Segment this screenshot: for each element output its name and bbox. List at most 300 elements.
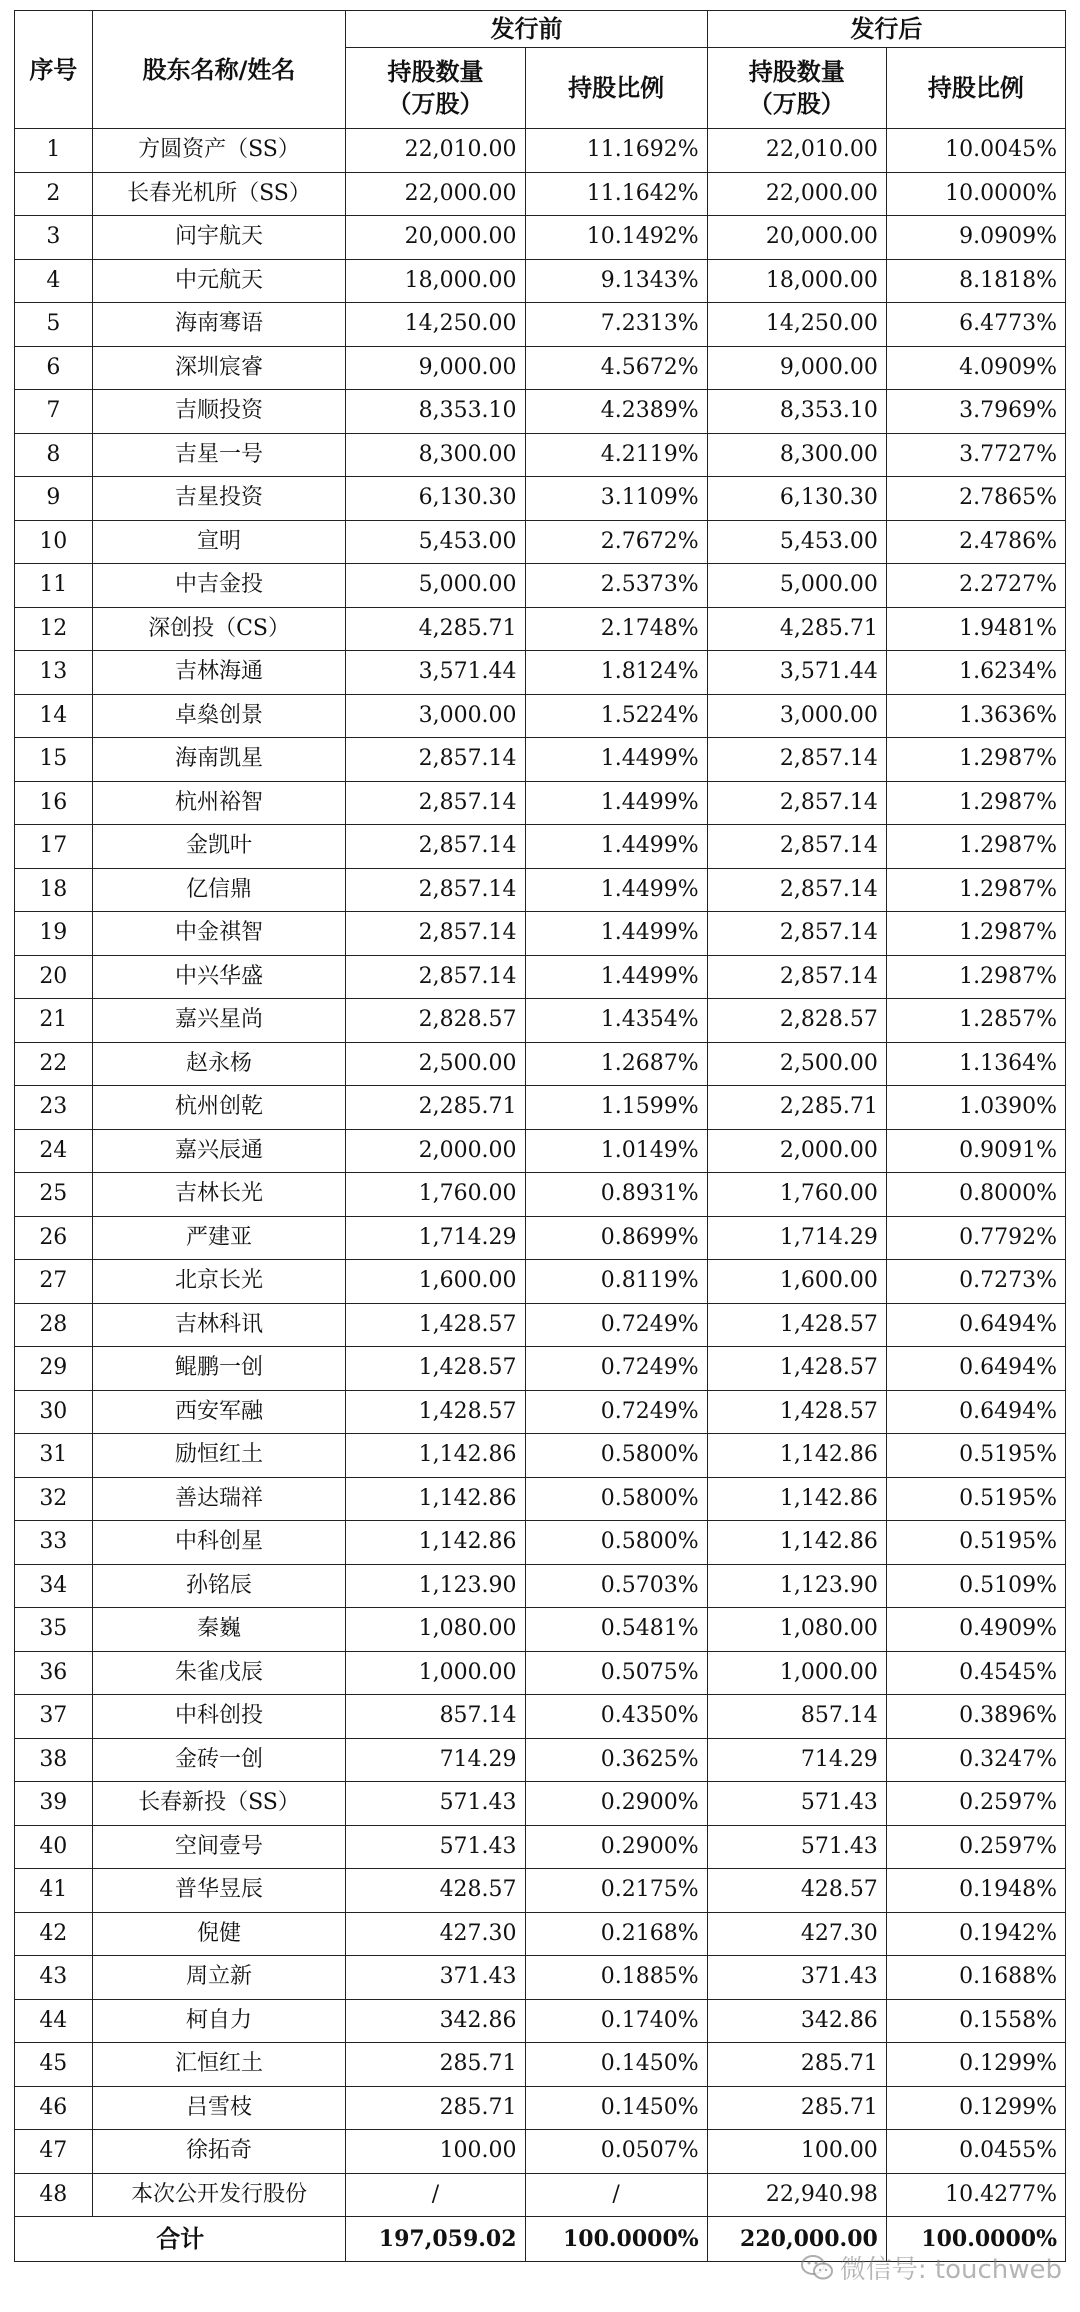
row-after-ratio: 0.6494% xyxy=(886,1390,1065,1434)
table-row xyxy=(15,868,1066,912)
row-name: 周立新 xyxy=(92,1956,346,2000)
row-after-ratio: 1.2987% xyxy=(886,738,1065,782)
row-after-ratio: 4.0909% xyxy=(886,346,1065,390)
row-seq: 39 xyxy=(15,1782,93,1826)
row-after-shares: 571.43 xyxy=(707,1782,886,1826)
row-before-shares: 1,080.00 xyxy=(346,1608,525,1652)
row-before-ratio: 4.2389% xyxy=(525,390,707,434)
row-seq: 47 xyxy=(15,2130,93,2174)
row-after-shares: 2,285.71 xyxy=(707,1086,886,1130)
row-before-shares: 1,142.86 xyxy=(346,1521,525,1565)
row-before-shares: 2,857.14 xyxy=(346,955,525,999)
table-row xyxy=(15,1738,1066,1782)
row-name: 中元航天 xyxy=(92,259,346,303)
row-name: 汇恒红土 xyxy=(92,2043,346,2087)
row-after-shares: 1,600.00 xyxy=(707,1260,886,1304)
row-before-shares: 8,353.10 xyxy=(346,390,525,434)
table-row xyxy=(15,1564,1066,1608)
row-before-shares: / xyxy=(346,2173,525,2217)
table-row xyxy=(15,1086,1066,1130)
row-name: 善达瑞祥 xyxy=(92,1477,346,1521)
row-seq: 36 xyxy=(15,1651,93,1695)
row-after-shares: 2,857.14 xyxy=(707,825,886,869)
row-name: 严建亚 xyxy=(92,1216,346,1260)
row-after-ratio: 10.0045% xyxy=(886,129,1065,173)
row-after-shares: 4,285.71 xyxy=(707,607,886,651)
row-after-shares: 22,940.98 xyxy=(707,2173,886,2217)
row-after-ratio: 0.1558% xyxy=(886,1999,1065,2043)
table-row xyxy=(15,1825,1066,1869)
row-after-shares: 20,000.00 xyxy=(707,216,886,260)
row-after-shares: 8,353.10 xyxy=(707,390,886,434)
table-row xyxy=(15,1782,1066,1826)
row-before-ratio: 0.2168% xyxy=(525,1912,707,1956)
row-before-ratio: 4.5672% xyxy=(525,346,707,390)
table-row xyxy=(15,477,1066,521)
table-row xyxy=(15,1347,1066,1391)
row-name: 长春光机所（SS） xyxy=(92,172,346,216)
row-before-shares: 342.86 xyxy=(346,1999,525,2043)
row-name: 海南凯星 xyxy=(92,738,346,782)
table-row xyxy=(15,1956,1066,2000)
row-after-shares: 371.43 xyxy=(707,1956,886,2000)
row-after-ratio: 8.1818% xyxy=(886,259,1065,303)
table-row xyxy=(15,1521,1066,1565)
row-after-shares: 2,857.14 xyxy=(707,955,886,999)
row-before-shares: 3,000.00 xyxy=(346,694,525,738)
row-after-shares: 8,300.00 xyxy=(707,433,886,477)
row-after-ratio: 1.3636% xyxy=(886,694,1065,738)
row-after-ratio: 1.2987% xyxy=(886,955,1065,999)
row-before-shares: 20,000.00 xyxy=(346,216,525,260)
row-before-ratio: 0.5075% xyxy=(525,1651,707,1695)
total-after-shares: 220,000.00 xyxy=(707,2217,886,2262)
table-row xyxy=(15,781,1066,825)
row-name: 吉林长光 xyxy=(92,1173,346,1217)
row-before-ratio: 0.1450% xyxy=(525,2086,707,2130)
row-after-ratio: 1.1364% xyxy=(886,1042,1065,1086)
row-before-shares: 571.43 xyxy=(346,1825,525,1869)
row-after-shares: 1,123.90 xyxy=(707,1564,886,1608)
row-after-shares: 427.30 xyxy=(707,1912,886,1956)
row-name: 柯自力 xyxy=(92,1999,346,2043)
row-seq: 20 xyxy=(15,955,93,999)
row-after-shares: 1,080.00 xyxy=(707,1608,886,1652)
table-row xyxy=(15,129,1066,173)
table-row xyxy=(15,1173,1066,1217)
row-before-ratio: 0.7249% xyxy=(525,1390,707,1434)
total-after-ratio: 100.0000% xyxy=(886,2217,1065,2262)
row-before-shares: 1,142.86 xyxy=(346,1434,525,1478)
row-name: 吉星一号 xyxy=(92,433,346,477)
row-name: 中金祺智 xyxy=(92,912,346,956)
table-body xyxy=(15,129,1066,2217)
row-name: 励恒红土 xyxy=(92,1434,346,1478)
row-after-ratio: 0.1948% xyxy=(886,1869,1065,1913)
row-before-shares: 2,857.14 xyxy=(346,912,525,956)
row-seq: 10 xyxy=(15,520,93,564)
row-before-shares: 2,000.00 xyxy=(346,1129,525,1173)
row-seq: 31 xyxy=(15,1434,93,1478)
row-before-ratio: 0.0507% xyxy=(525,2130,707,2174)
row-after-ratio: 1.2987% xyxy=(886,781,1065,825)
row-before-shares: 22,000.00 xyxy=(346,172,525,216)
row-name: 吉林海通 xyxy=(92,651,346,695)
table-row xyxy=(15,1390,1066,1434)
row-after-ratio: 0.6494% xyxy=(886,1303,1065,1347)
row-before-shares: 8,300.00 xyxy=(346,433,525,477)
table-row xyxy=(15,1260,1066,1304)
table-row xyxy=(15,825,1066,869)
row-before-shares: 2,857.14 xyxy=(346,738,525,782)
row-after-shares: 285.71 xyxy=(707,2043,886,2087)
header-after: 发行后 xyxy=(707,11,1065,48)
row-seq: 27 xyxy=(15,1260,93,1304)
row-name: 金凯叶 xyxy=(92,825,346,869)
table-row xyxy=(15,738,1066,782)
row-seq: 29 xyxy=(15,1347,93,1391)
wechat-icon xyxy=(800,2254,834,2282)
table-row xyxy=(15,1477,1066,1521)
row-after-ratio: 1.2987% xyxy=(886,868,1065,912)
row-after-shares: 714.29 xyxy=(707,1738,886,1782)
row-seq: 2 xyxy=(15,172,93,216)
row-seq: 35 xyxy=(15,1608,93,1652)
row-before-shares: 2,857.14 xyxy=(346,781,525,825)
table-row xyxy=(15,1042,1066,1086)
row-before-shares: 1,428.57 xyxy=(346,1390,525,1434)
row-seq: 16 xyxy=(15,781,93,825)
row-after-ratio: 0.4545% xyxy=(886,1651,1065,1695)
row-before-ratio: / xyxy=(525,2173,707,2217)
row-name: 孙铭辰 xyxy=(92,1564,346,1608)
row-after-shares: 1,428.57 xyxy=(707,1303,886,1347)
row-name: 普华昱辰 xyxy=(92,1869,346,1913)
row-name: 嘉兴辰通 xyxy=(92,1129,346,1173)
row-after-shares: 100.00 xyxy=(707,2130,886,2174)
row-before-ratio: 0.7249% xyxy=(525,1347,707,1391)
row-before-ratio: 2.5373% xyxy=(525,564,707,608)
row-before-ratio: 0.4350% xyxy=(525,1695,707,1739)
row-after-ratio: 1.0390% xyxy=(886,1086,1065,1130)
row-before-shares: 5,453.00 xyxy=(346,520,525,564)
row-before-shares: 14,250.00 xyxy=(346,303,525,347)
row-after-ratio: 9.0909% xyxy=(886,216,1065,260)
row-seq: 6 xyxy=(15,346,93,390)
row-name: 中兴华盛 xyxy=(92,955,346,999)
row-after-shares: 857.14 xyxy=(707,1695,886,1739)
row-after-shares: 2,857.14 xyxy=(707,912,886,956)
row-after-ratio: 1.2987% xyxy=(886,825,1065,869)
row-before-shares: 2,828.57 xyxy=(346,999,525,1043)
table-row xyxy=(15,2043,1066,2087)
row-seq: 12 xyxy=(15,607,93,651)
row-name: 吉星投资 xyxy=(92,477,346,521)
row-seq: 15 xyxy=(15,738,93,782)
row-before-ratio: 9.1343% xyxy=(525,259,707,303)
table-row xyxy=(15,1216,1066,1260)
row-before-shares: 714.29 xyxy=(346,1738,525,1782)
row-before-ratio: 1.4499% xyxy=(525,781,707,825)
row-before-ratio: 1.4499% xyxy=(525,825,707,869)
row-after-shares: 2,828.57 xyxy=(707,999,886,1043)
row-before-ratio: 0.2900% xyxy=(525,1782,707,1826)
row-before-ratio: 1.4354% xyxy=(525,999,707,1043)
row-before-shares: 1,000.00 xyxy=(346,1651,525,1695)
row-seq: 25 xyxy=(15,1173,93,1217)
row-after-shares: 5,000.00 xyxy=(707,564,886,608)
row-name: 吉林科讯 xyxy=(92,1303,346,1347)
row-after-ratio: 0.4909% xyxy=(886,1608,1065,1652)
table-row xyxy=(15,346,1066,390)
row-seq: 1 xyxy=(15,129,93,173)
row-name: 徐拓奇 xyxy=(92,2130,346,2174)
row-seq: 38 xyxy=(15,1738,93,1782)
row-seq: 5 xyxy=(15,303,93,347)
row-after-ratio: 0.5195% xyxy=(886,1434,1065,1478)
row-before-shares: 2,285.71 xyxy=(346,1086,525,1130)
row-before-ratio: 1.4499% xyxy=(525,868,707,912)
row-before-shares: 571.43 xyxy=(346,1782,525,1826)
header-before: 发行前 xyxy=(346,11,707,48)
total-before-shares: 197,059.02 xyxy=(346,2217,525,2262)
row-after-ratio: 0.2597% xyxy=(886,1825,1065,1869)
row-before-shares: 2,857.14 xyxy=(346,825,525,869)
row-before-ratio: 0.5800% xyxy=(525,1477,707,1521)
row-after-ratio: 1.9481% xyxy=(886,607,1065,651)
row-after-ratio: 0.7792% xyxy=(886,1216,1065,1260)
table-row xyxy=(15,694,1066,738)
table-row xyxy=(15,955,1066,999)
row-seq: 11 xyxy=(15,564,93,608)
row-before-shares: 1,760.00 xyxy=(346,1173,525,1217)
row-after-shares: 2,857.14 xyxy=(707,781,886,825)
row-name: 西安军融 xyxy=(92,1390,346,1434)
row-before-ratio: 0.5703% xyxy=(525,1564,707,1608)
row-after-shares: 2,857.14 xyxy=(707,868,886,912)
row-name: 深创投（CS） xyxy=(92,607,346,651)
row-after-shares: 9,000.00 xyxy=(707,346,886,390)
table-row xyxy=(15,216,1066,260)
row-name: 金砖一创 xyxy=(92,1738,346,1782)
row-name: 方圆资产（SS） xyxy=(92,129,346,173)
row-before-ratio: 0.8931% xyxy=(525,1173,707,1217)
row-after-shares: 285.71 xyxy=(707,2086,886,2130)
row-after-shares: 1,714.29 xyxy=(707,1216,886,1260)
row-before-shares: 100.00 xyxy=(346,2130,525,2174)
table-row xyxy=(15,1869,1066,1913)
table-row xyxy=(15,1129,1066,1173)
row-after-ratio: 0.1688% xyxy=(886,1956,1065,2000)
row-before-ratio: 0.8119% xyxy=(525,1260,707,1304)
row-before-ratio: 3.1109% xyxy=(525,477,707,521)
row-seq: 43 xyxy=(15,1956,93,2000)
row-seq: 22 xyxy=(15,1042,93,1086)
row-before-shares: 427.30 xyxy=(346,1912,525,1956)
row-after-ratio: 0.5195% xyxy=(886,1477,1065,1521)
row-before-ratio: 0.1450% xyxy=(525,2043,707,2087)
row-name: 海南骞语 xyxy=(92,303,346,347)
row-after-ratio: 10.0000% xyxy=(886,172,1065,216)
row-after-shares: 342.86 xyxy=(707,1999,886,2043)
table-row xyxy=(15,390,1066,434)
table-row xyxy=(15,1608,1066,1652)
row-after-ratio: 1.2987% xyxy=(886,912,1065,956)
row-after-ratio: 0.5195% xyxy=(886,1521,1065,1565)
row-name: 中科创投 xyxy=(92,1695,346,1739)
row-name: 长春新投（SS） xyxy=(92,1782,346,1826)
table-row xyxy=(15,1999,1066,2043)
row-after-ratio: 1.6234% xyxy=(886,651,1065,695)
row-after-ratio: 0.9091% xyxy=(886,1129,1065,1173)
row-after-shares: 1,142.86 xyxy=(707,1521,886,1565)
row-before-ratio: 4.2119% xyxy=(525,433,707,477)
row-before-ratio: 0.8699% xyxy=(525,1216,707,1260)
row-after-ratio: 0.3896% xyxy=(886,1695,1065,1739)
shareholding-table-wrap xyxy=(14,10,1066,2262)
row-name: 杭州创乾 xyxy=(92,1086,346,1130)
row-seq: 7 xyxy=(15,390,93,434)
row-before-ratio: 0.2900% xyxy=(525,1825,707,1869)
row-seq: 42 xyxy=(15,1912,93,1956)
row-before-shares: 285.71 xyxy=(346,2086,525,2130)
table-row xyxy=(15,259,1066,303)
row-before-ratio: 1.5224% xyxy=(525,694,707,738)
row-seq: 4 xyxy=(15,259,93,303)
row-seq: 48 xyxy=(15,2173,93,2217)
row-before-shares: 18,000.00 xyxy=(346,259,525,303)
row-seq: 26 xyxy=(15,1216,93,1260)
row-before-shares: 1,142.86 xyxy=(346,1477,525,1521)
table-row xyxy=(15,1434,1066,1478)
row-after-ratio: 0.5109% xyxy=(886,1564,1065,1608)
row-seq: 28 xyxy=(15,1303,93,1347)
row-before-shares: 2,857.14 xyxy=(346,868,525,912)
row-before-ratio: 10.1492% xyxy=(525,216,707,260)
row-before-ratio: 0.1885% xyxy=(525,1956,707,2000)
row-before-shares: 1,428.57 xyxy=(346,1347,525,1391)
total-before-ratio: 100.0000% xyxy=(525,2217,707,2262)
row-before-ratio: 1.4499% xyxy=(525,912,707,956)
row-name: 本次公开发行股份 xyxy=(92,2173,346,2217)
row-after-ratio: 6.4773% xyxy=(886,303,1065,347)
row-before-ratio: 0.5800% xyxy=(525,1434,707,1478)
row-after-ratio: 0.3247% xyxy=(886,1738,1065,1782)
row-name: 中吉金投 xyxy=(92,564,346,608)
row-before-shares: 3,571.44 xyxy=(346,651,525,695)
row-before-ratio: 2.1748% xyxy=(525,607,707,651)
row-before-ratio: 0.3625% xyxy=(525,1738,707,1782)
table-row xyxy=(15,1912,1066,1956)
table-row xyxy=(15,607,1066,651)
row-before-ratio: 1.1599% xyxy=(525,1086,707,1130)
header-after-ratio: 持股比例 xyxy=(886,48,1065,129)
row-before-shares: 9,000.00 xyxy=(346,346,525,390)
row-after-shares: 1,760.00 xyxy=(707,1173,886,1217)
row-after-shares: 14,250.00 xyxy=(707,303,886,347)
row-seq: 19 xyxy=(15,912,93,956)
table-row xyxy=(15,1695,1066,1739)
row-seq: 37 xyxy=(15,1695,93,1739)
row-after-ratio: 1.2857% xyxy=(886,999,1065,1043)
row-name: 问宇航天 xyxy=(92,216,346,260)
row-after-ratio: 2.7865% xyxy=(886,477,1065,521)
row-after-ratio: 0.2597% xyxy=(886,1782,1065,1826)
row-name: 鲲鹏一创 xyxy=(92,1347,346,1391)
row-seq: 32 xyxy=(15,1477,93,1521)
row-before-ratio: 0.5800% xyxy=(525,1521,707,1565)
row-name: 嘉兴星尚 xyxy=(92,999,346,1043)
shareholding-table xyxy=(14,10,1066,2262)
row-seq: 24 xyxy=(15,1129,93,1173)
row-name: 秦巍 xyxy=(92,1608,346,1652)
header-seq: 序号 xyxy=(15,11,93,129)
row-name: 深圳宸睿 xyxy=(92,346,346,390)
table-row xyxy=(15,912,1066,956)
row-before-ratio: 11.1692% xyxy=(525,129,707,173)
row-seq: 9 xyxy=(15,477,93,521)
row-name: 朱雀戊辰 xyxy=(92,1651,346,1695)
table-row xyxy=(15,651,1066,695)
row-name: 亿信鼎 xyxy=(92,868,346,912)
row-after-ratio: 2.2727% xyxy=(886,564,1065,608)
table-row xyxy=(15,2173,1066,2217)
row-after-shares: 22,010.00 xyxy=(707,129,886,173)
row-before-shares: 6,130.30 xyxy=(346,477,525,521)
row-seq: 41 xyxy=(15,1869,93,1913)
row-seq: 17 xyxy=(15,825,93,869)
row-after-ratio: 10.4277% xyxy=(886,2173,1065,2217)
row-after-ratio: 3.7969% xyxy=(886,390,1065,434)
row-after-ratio: 0.0455% xyxy=(886,2130,1065,2174)
row-before-ratio: 11.1642% xyxy=(525,172,707,216)
row-seq: 21 xyxy=(15,999,93,1043)
row-before-shares: 857.14 xyxy=(346,1695,525,1739)
row-after-shares: 1,142.86 xyxy=(707,1434,886,1478)
row-seq: 13 xyxy=(15,651,93,695)
row-before-shares: 371.43 xyxy=(346,1956,525,2000)
row-seq: 34 xyxy=(15,1564,93,1608)
row-after-shares: 3,000.00 xyxy=(707,694,886,738)
row-seq: 33 xyxy=(15,1521,93,1565)
row-before-shares: 5,000.00 xyxy=(346,564,525,608)
table-row xyxy=(15,303,1066,347)
row-seq: 44 xyxy=(15,1999,93,2043)
total-label: 合计 xyxy=(15,2217,346,2262)
row-after-shares: 1,000.00 xyxy=(707,1651,886,1695)
row-seq: 3 xyxy=(15,216,93,260)
table-row xyxy=(15,172,1066,216)
row-after-shares: 428.57 xyxy=(707,1869,886,1913)
row-after-ratio: 0.1299% xyxy=(886,2043,1065,2087)
table-row xyxy=(15,999,1066,1043)
row-before-shares: 2,500.00 xyxy=(346,1042,525,1086)
row-after-ratio: 0.8000% xyxy=(886,1173,1065,1217)
row-after-ratio: 2.4786% xyxy=(886,520,1065,564)
table-row xyxy=(15,520,1066,564)
row-before-shares: 428.57 xyxy=(346,1869,525,1913)
row-name: 中科创星 xyxy=(92,1521,346,1565)
table-row xyxy=(15,2130,1066,2174)
row-before-ratio: 0.7249% xyxy=(525,1303,707,1347)
row-before-ratio: 0.2175% xyxy=(525,1869,707,1913)
row-seq: 46 xyxy=(15,2086,93,2130)
row-after-shares: 3,571.44 xyxy=(707,651,886,695)
row-before-shares: 1,600.00 xyxy=(346,1260,525,1304)
table-row xyxy=(15,564,1066,608)
row-seq: 45 xyxy=(15,2043,93,2087)
row-before-ratio: 7.2313% xyxy=(525,303,707,347)
